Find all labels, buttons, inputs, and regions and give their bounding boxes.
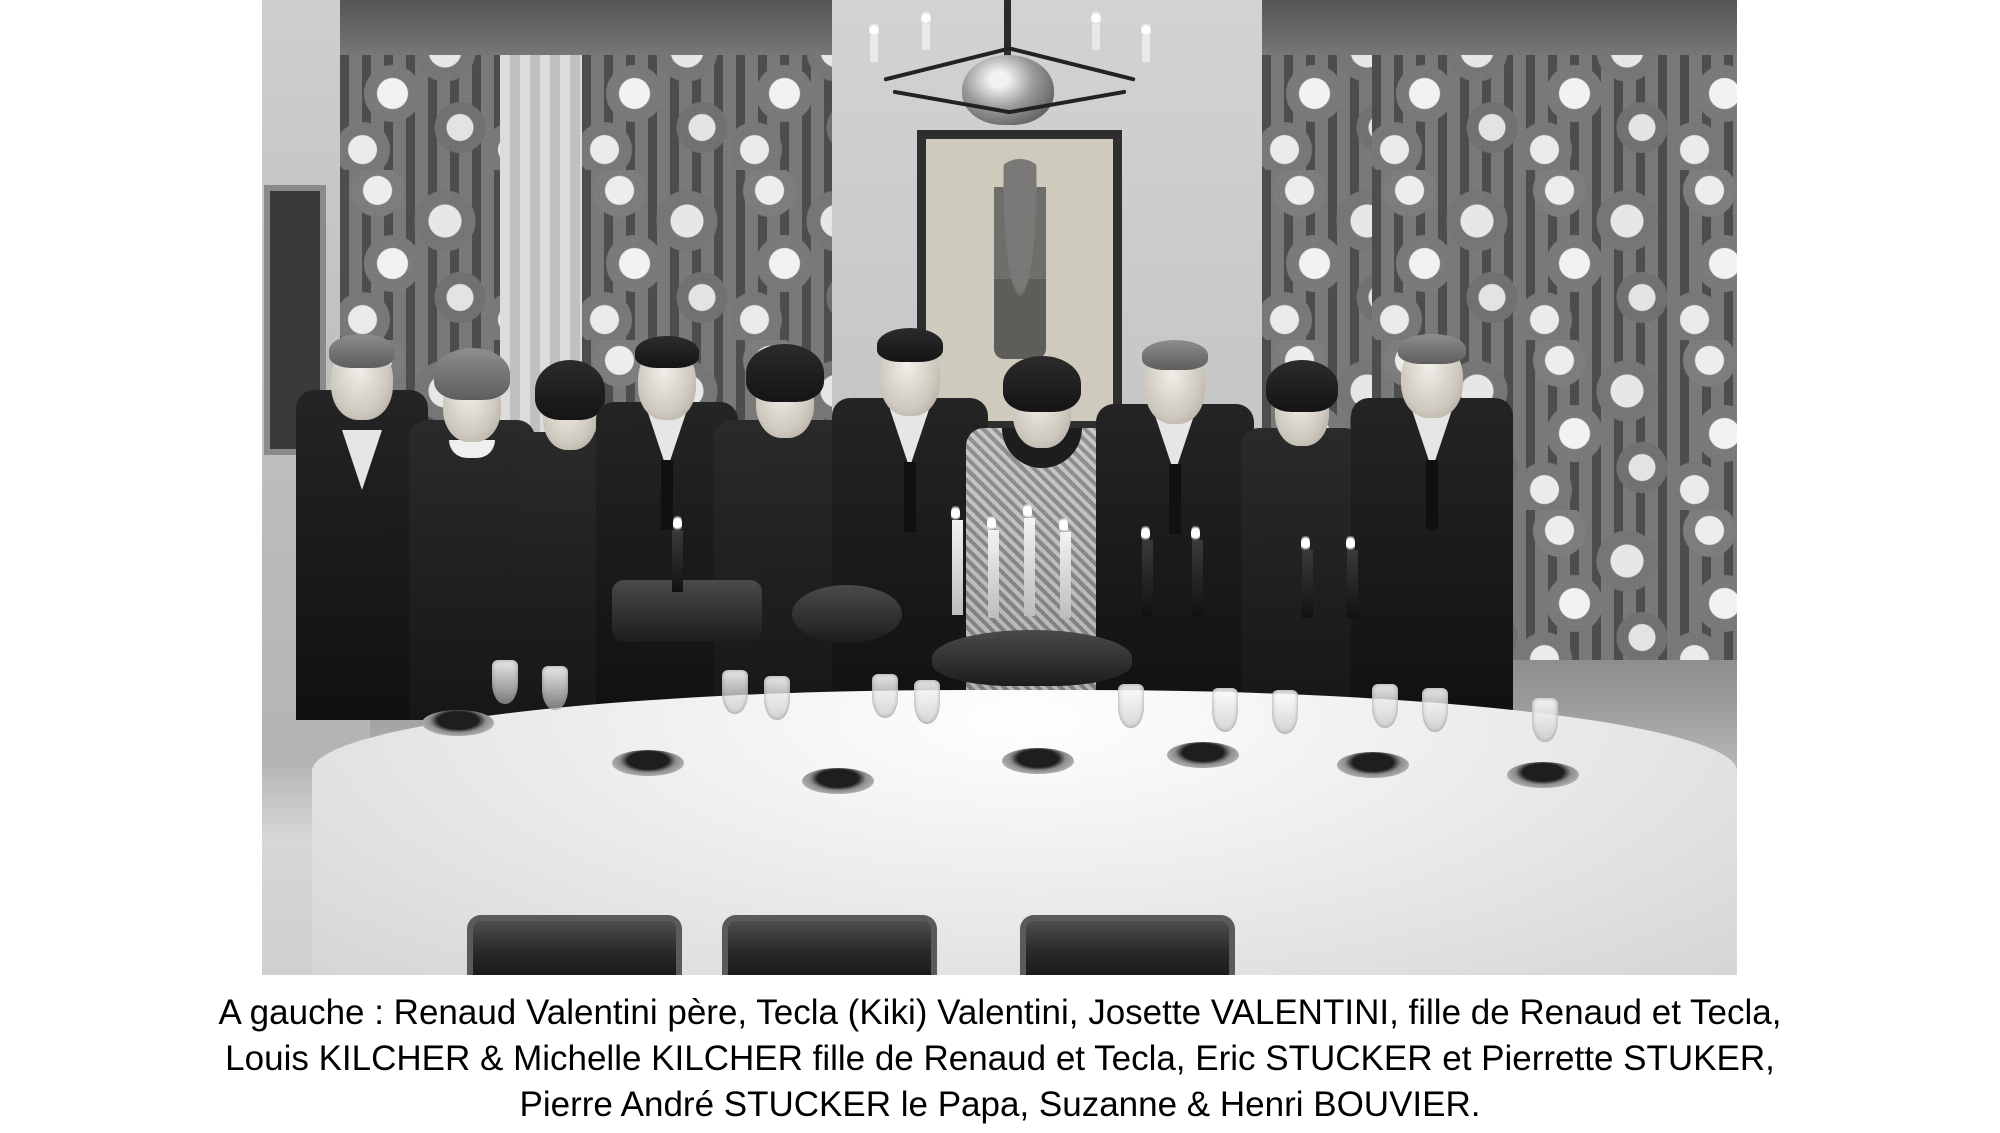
table-floral-arrangement — [932, 630, 1132, 686]
table-candle — [1347, 550, 1358, 618]
person-hair — [1398, 334, 1466, 364]
chandelier-flame — [1091, 10, 1101, 26]
valance-right — [1262, 0, 1737, 55]
dining-chair — [467, 915, 682, 975]
chandelier-flame — [1141, 22, 1151, 38]
person-tie — [1169, 464, 1181, 534]
table-centerpiece-left — [612, 580, 762, 642]
table-glass — [492, 660, 518, 704]
chandelier-flame — [921, 10, 931, 26]
person-hair — [1142, 340, 1208, 370]
table-glass — [542, 666, 568, 710]
table-candle-flame — [673, 514, 682, 532]
person-hair — [329, 334, 395, 368]
table-candle — [672, 530, 683, 592]
table-glass — [1118, 684, 1144, 728]
person-hair — [877, 328, 943, 362]
chandelier-flame — [869, 22, 879, 38]
chandelier-candle — [870, 36, 878, 62]
table-glass — [1212, 688, 1238, 732]
table-glass — [1272, 690, 1298, 734]
family-dinner-photograph — [262, 0, 1737, 975]
table-candle-flame — [1346, 534, 1355, 552]
table-candle — [1060, 532, 1071, 618]
table-glass — [1422, 688, 1448, 732]
person-hair — [1003, 356, 1081, 412]
person-hair — [1266, 360, 1338, 412]
table-glass — [914, 680, 940, 724]
table-candle-flame — [987, 514, 996, 532]
table-plate — [1337, 752, 1409, 778]
table-candle — [1192, 540, 1203, 616]
table-candle-flame — [1191, 524, 1200, 542]
table-glass — [1372, 684, 1398, 728]
dining-chair — [1020, 915, 1235, 975]
chandelier-candle — [922, 24, 930, 50]
table-plate — [1002, 748, 1074, 774]
chandelier-body — [962, 55, 1054, 125]
table-candle — [1024, 518, 1035, 616]
photo-caption — [0, 990, 2000, 1128]
person-henri-bouvier — [1347, 295, 1517, 720]
table-candle-flame — [951, 504, 960, 522]
chandelier-candle — [1142, 36, 1150, 62]
dining-chair — [722, 915, 937, 975]
caption-line-1: A gauche : Renaud Valentini père, Tecla (Kiki) Valentini, Josette VALENTINI, fille de Renaud et Tecla, — [218, 993, 1782, 1032]
person-tie — [904, 462, 916, 532]
table-candle — [1142, 540, 1153, 616]
table-plate — [802, 768, 874, 794]
table-candle — [952, 520, 963, 615]
table-plate — [612, 750, 684, 776]
person-hair — [434, 348, 510, 400]
table-glass — [764, 676, 790, 720]
caption-line-3: Pierre André STUCKER le Papa, Suzanne & Henri BOUVIER. — [519, 1085, 1481, 1124]
table-candle-flame — [1023, 502, 1032, 520]
table-candle-flame — [1301, 534, 1310, 552]
person-tie — [1426, 460, 1438, 530]
table-candle — [1302, 550, 1313, 618]
table-candle — [988, 530, 999, 618]
person-tie — [661, 460, 673, 530]
table-candle-flame — [1059, 516, 1068, 534]
table-glass — [1532, 698, 1558, 742]
table-centerpiece-center — [792, 585, 902, 643]
valance-left — [340, 0, 832, 55]
table-plate — [422, 710, 494, 736]
table-candle-flame — [1141, 524, 1150, 542]
chandelier-candle — [1092, 24, 1100, 50]
person-hair — [746, 344, 824, 402]
person-hair — [635, 336, 699, 368]
table-plate — [1167, 742, 1239, 768]
caption-line-2: Louis KILCHER & Michelle KILCHER fille de Renaud et Tecla, Eric STUCKER et Pierrette STUKER, — [225, 1039, 1775, 1078]
table-plate — [1507, 762, 1579, 788]
table-glass — [722, 670, 748, 714]
table-glass — [872, 674, 898, 718]
